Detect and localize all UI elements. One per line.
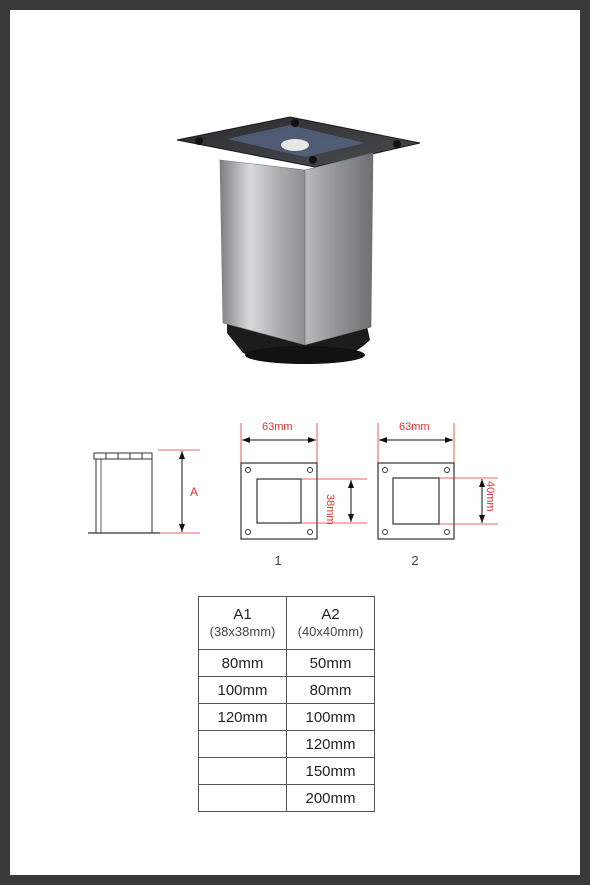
- top-view-drawing-2: [372, 415, 512, 545]
- table-row: [199, 704, 375, 731]
- height-label: A: [190, 485, 199, 499]
- column-header-title: A1: [233, 606, 252, 624]
- table-row: [199, 650, 375, 677]
- variant1-caption: 1: [274, 553, 282, 568]
- product-sheet: [10, 10, 580, 875]
- table-cell: 80mm: [199, 650, 287, 677]
- table-cell: [199, 785, 287, 812]
- column-header-sub: (38x38mm): [209, 624, 276, 640]
- table-cell: 100mm: [287, 704, 375, 731]
- column-header-sub: (40x40mm): [297, 624, 364, 640]
- table-cell: 150mm: [287, 758, 375, 785]
- variant2-inner-label: 40mm: [484, 481, 496, 512]
- table-row: [199, 677, 375, 704]
- table-cell: 50mm: [287, 650, 375, 677]
- variant2-caption: 2: [411, 553, 419, 568]
- product-photo: [165, 105, 425, 375]
- table-header-row: [199, 597, 375, 650]
- column-header-a2: [287, 597, 375, 650]
- table-cell: [199, 731, 287, 758]
- table-cell: [199, 758, 287, 785]
- table-row: [199, 758, 375, 785]
- column-header-title: A2: [321, 606, 340, 624]
- column-header-a1: [199, 597, 287, 650]
- table-cell: 80mm: [287, 677, 375, 704]
- variant1-width-label: 63mm: [262, 421, 293, 433]
- table-row: [199, 731, 375, 758]
- size-table: [198, 596, 375, 812]
- table-row: [199, 785, 375, 812]
- table-cell: 120mm: [287, 731, 375, 758]
- variant2-width-label: 63mm: [399, 421, 430, 433]
- table-cell: 100mm: [199, 677, 287, 704]
- table-cell: 120mm: [199, 704, 287, 731]
- table-cell: 200mm: [287, 785, 375, 812]
- variant1-inner-label: 38mm: [324, 494, 336, 525]
- top-view-drawing-1: [235, 415, 375, 545]
